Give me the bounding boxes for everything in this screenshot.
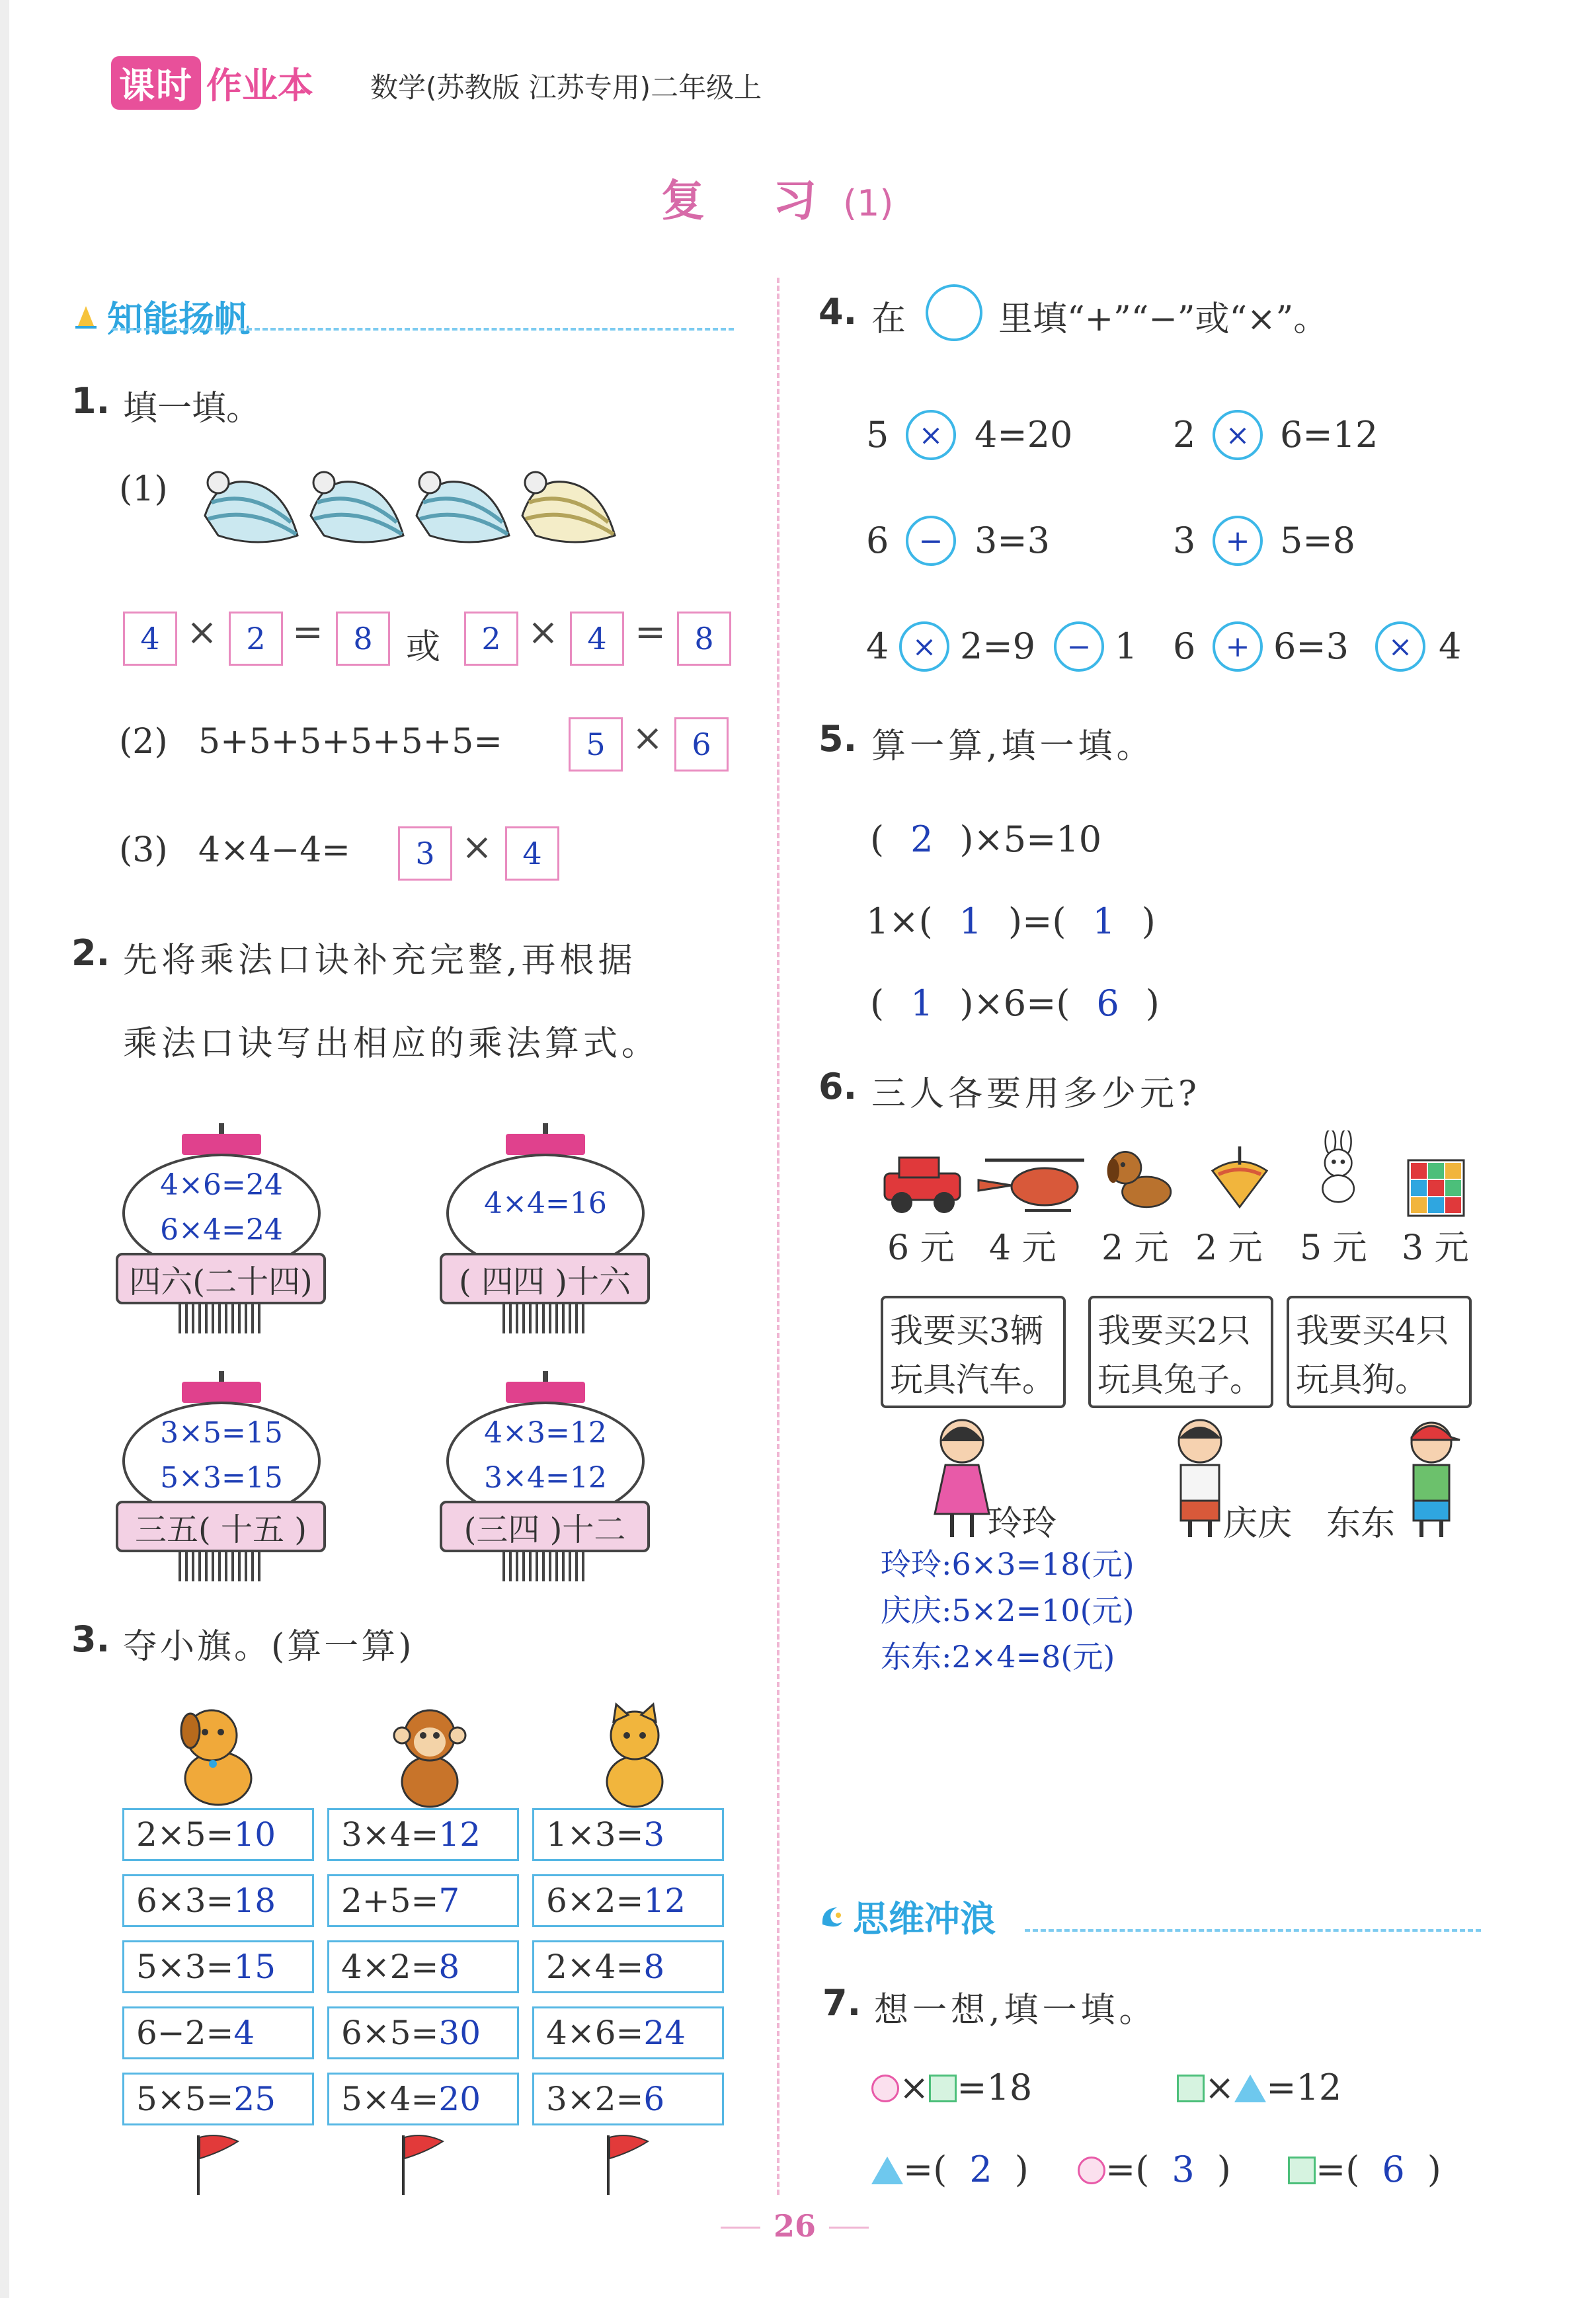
toy-rabbit-icon bbox=[1296, 1130, 1382, 1203]
calc-cell: 1×3= 3 bbox=[532, 1808, 724, 1861]
speech-bubble: 我要买3辆 玩具汽车。 bbox=[881, 1296, 1066, 1408]
fill-answer[interactable]: 6 bbox=[1382, 2149, 1405, 2190]
kid-name: 东东 bbox=[1326, 1504, 1396, 1544]
title-text: 复 习 bbox=[661, 175, 843, 226]
shape-fill: =( 3 ) bbox=[1078, 2149, 1231, 2190]
lantern-tassel bbox=[179, 1304, 264, 1333]
shape-fill: =( 2 ) bbox=[871, 2149, 1029, 2190]
handwritten-answer: 玲玲:6×3=18(元) bbox=[881, 1546, 1135, 1582]
equation-row: 4 bbox=[1439, 625, 1462, 667]
calc-cell: 6×2= 12 bbox=[532, 1874, 724, 1927]
lantern-tassel bbox=[502, 1552, 588, 1581]
equals-sign: = bbox=[635, 611, 666, 654]
operator-circle[interactable]: − bbox=[1054, 621, 1104, 672]
expression: 5+5+5+5+5+5= bbox=[198, 722, 502, 762]
lantern-equation: 4×3=12 bbox=[484, 1416, 607, 1450]
rubiks-cube-icon bbox=[1402, 1150, 1474, 1223]
monkey-icon bbox=[377, 1699, 483, 1811]
square-shape-icon bbox=[1288, 2157, 1316, 2184]
answer-box[interactable]: 8 bbox=[677, 612, 731, 666]
shape-fill: =( 6 ) bbox=[1288, 2149, 1441, 2190]
part-label: (2) bbox=[119, 722, 168, 762]
times-sign: × bbox=[186, 611, 218, 654]
lantern-cap bbox=[506, 1382, 585, 1403]
circle-shape-icon bbox=[871, 2075, 899, 2102]
fill-answer[interactable]: 1 bbox=[959, 900, 982, 942]
equals-sign: = bbox=[292, 611, 323, 654]
spinning-top-icon bbox=[1197, 1140, 1283, 1213]
sail-icon bbox=[73, 303, 99, 330]
answer-box[interactable]: 4 bbox=[570, 612, 624, 666]
cat-icon bbox=[582, 1699, 688, 1811]
operator-circle[interactable]: + bbox=[1213, 621, 1263, 672]
calc-cell: 2×4= 8 bbox=[532, 1940, 724, 1993]
column-divider bbox=[777, 278, 779, 2195]
expression: 4×4−4= bbox=[198, 830, 350, 870]
toy-helicopter-icon bbox=[972, 1147, 1097, 1220]
flag-icon bbox=[602, 2132, 655, 2195]
shape-equation: × =18 bbox=[871, 2067, 1032, 2108]
calc-cell: 5×3= 15 bbox=[122, 1940, 314, 1993]
question-number: 2. bbox=[71, 932, 110, 974]
boy-cap-icon bbox=[1395, 1415, 1468, 1540]
triangle-shape-icon bbox=[871, 2157, 903, 2184]
calc-cell: 6×5= 30 bbox=[327, 2006, 519, 2059]
hat-icon bbox=[522, 472, 615, 542]
section-underline bbox=[1025, 1929, 1481, 1932]
section-title: 思维冲浪 bbox=[853, 1898, 996, 1940]
toy-car-icon bbox=[879, 1147, 965, 1220]
operator-circle[interactable]: × bbox=[899, 621, 949, 672]
times-sign: × bbox=[461, 826, 493, 869]
lantern-tassel bbox=[179, 1552, 264, 1581]
question-prompt: 填一填。 bbox=[123, 389, 261, 428]
or-label: 或 bbox=[406, 627, 441, 667]
equation-row: 6=12 bbox=[1280, 414, 1378, 456]
kid-name: 玲玲 bbox=[988, 1504, 1057, 1544]
section-underline bbox=[112, 328, 734, 331]
circle-shape-icon bbox=[1078, 2157, 1105, 2184]
equation-row: ( 1 )×6=( 6 ) bbox=[870, 982, 1160, 1024]
hat-icon bbox=[205, 472, 298, 542]
calc-cell: 6×3= 18 bbox=[122, 1874, 314, 1927]
fill-answer[interactable]: 2 bbox=[910, 818, 934, 860]
lantern-cap bbox=[182, 1134, 261, 1155]
triangle-shape-icon bbox=[1234, 2075, 1266, 2102]
lantern-equation: 4×4=16 bbox=[484, 1187, 607, 1220]
price-label: 3 元 bbox=[1402, 1228, 1469, 1268]
times-sign: × bbox=[632, 717, 663, 760]
logo-text: 作业本 bbox=[206, 64, 313, 106]
equation-row: 2 bbox=[1173, 414, 1196, 456]
question-prompt: 先将乘法口诀补充完整,再根据 bbox=[123, 941, 637, 980]
answer-box[interactable]: 2 bbox=[229, 612, 283, 666]
calc-cell: 6−2= 4 bbox=[122, 2006, 314, 2059]
section-title: 知能扬帆 bbox=[107, 298, 250, 340]
fill-answer[interactable]: 2 bbox=[969, 2149, 992, 2190]
answer-box[interactable]: 3 bbox=[398, 826, 452, 881]
page-title bbox=[661, 165, 893, 228]
equation-row: 6=3 bbox=[1273, 625, 1349, 667]
lantern-equation: 4×6=24 bbox=[160, 1168, 283, 1202]
question-number: 5. bbox=[818, 718, 858, 760]
equation-row: 2=9 bbox=[960, 625, 1035, 667]
flag-icon bbox=[192, 2132, 245, 2195]
question-prompt: 夺小旗。(算一算) bbox=[123, 1627, 415, 1667]
equation-row: 3=3 bbox=[975, 520, 1050, 561]
question-prompt: 乘法口诀写出相应的乘法算式。 bbox=[123, 1024, 660, 1064]
price-label: 6 元 bbox=[887, 1228, 955, 1268]
hats-illustration bbox=[198, 463, 621, 555]
calc-cell: 4×6= 24 bbox=[532, 2006, 724, 2059]
toy-dog-icon bbox=[1097, 1140, 1183, 1213]
question-number: 3. bbox=[71, 1618, 110, 1660]
lantern-cap bbox=[506, 1134, 585, 1155]
wave-icon bbox=[818, 1903, 845, 1930]
flag-icon bbox=[397, 2132, 450, 2195]
calc-cell: 3×4= 12 bbox=[327, 1808, 519, 1861]
part-label: (3) bbox=[119, 830, 168, 870]
speech-bubble: 我要买4只 玩具狗。 bbox=[1287, 1296, 1472, 1408]
page-number: 26 bbox=[707, 2208, 882, 2244]
price-label: 5 元 bbox=[1300, 1228, 1367, 1268]
equation-row: 1×( 1 )=( 1 ) bbox=[866, 900, 1156, 942]
answer-box[interactable]: 8 bbox=[336, 612, 390, 666]
answer-box[interactable]: 2 bbox=[464, 612, 518, 666]
lantern bbox=[440, 1382, 651, 1587]
hat-icon bbox=[311, 472, 403, 542]
fill-answer[interactable]: 1 bbox=[910, 982, 934, 1024]
handwritten-answer: 庆庆:5×2=10(元) bbox=[881, 1593, 1135, 1628]
part-label: (1) bbox=[119, 469, 168, 509]
answer-box[interactable]: 4 bbox=[123, 612, 177, 666]
calc-cell: 3×2= 6 bbox=[532, 2073, 724, 2125]
shape-equation: × =12 bbox=[1177, 2067, 1341, 2108]
equation-row: 5=8 bbox=[1280, 520, 1355, 561]
question-prompt: 算一算,填一填。 bbox=[871, 727, 1155, 766]
lantern-equation: 3×4=12 bbox=[484, 1461, 607, 1495]
lantern-equation: 5×3=15 bbox=[160, 1461, 283, 1495]
lantern-rhyme: ( 四四 )十六 bbox=[440, 1253, 650, 1304]
question-prompt: 里填“+”“−”或“×”。 bbox=[998, 299, 1328, 339]
square-shape-icon bbox=[929, 2075, 957, 2102]
calc-cell: 2+5= 7 bbox=[327, 1874, 519, 1927]
lantern bbox=[116, 1134, 327, 1339]
equation-row: 4=20 bbox=[975, 414, 1073, 456]
equation-row: 6 bbox=[1173, 625, 1196, 667]
speech-bubble: 我要买2只 玩具兔子。 bbox=[1088, 1296, 1273, 1408]
title-number: (1) bbox=[842, 182, 894, 224]
price-label: 2 元 bbox=[1101, 1228, 1169, 1268]
answer-box[interactable]: 6 bbox=[674, 717, 729, 772]
question-prompt: 在 bbox=[871, 299, 906, 339]
question-number: 6. bbox=[818, 1066, 858, 1107]
logo-badge: 课时 bbox=[111, 56, 201, 110]
lantern bbox=[440, 1134, 651, 1339]
subject-label: 数学(苏教版 江苏专用)二年级上 bbox=[370, 71, 762, 104]
operator-circle[interactable]: × bbox=[1213, 410, 1263, 460]
lantern-cap bbox=[182, 1382, 261, 1403]
lantern-rhyme: 三五( 十五 ) bbox=[116, 1501, 326, 1552]
operator-circle[interactable]: × bbox=[906, 410, 956, 460]
blank-circle bbox=[926, 284, 982, 341]
section-header-right bbox=[818, 1891, 996, 1942]
square-shape-icon bbox=[1177, 2075, 1205, 2102]
lantern bbox=[116, 1382, 327, 1587]
calc-cell: 2×5= 10 bbox=[122, 1808, 314, 1861]
question-number: 7. bbox=[822, 1982, 861, 2024]
lantern-rhyme: (三四 )十二 bbox=[440, 1501, 650, 1552]
question-number: 4. bbox=[818, 291, 858, 333]
dog-icon bbox=[165, 1699, 271, 1811]
operator-circle[interactable]: + bbox=[1213, 516, 1263, 566]
equation-row: 6 bbox=[866, 520, 889, 561]
price-label: 4 元 bbox=[989, 1228, 1057, 1268]
calc-cell: 4×2= 8 bbox=[327, 1940, 519, 1993]
lantern-rhyme: 四六(二十四) bbox=[116, 1253, 326, 1304]
kid-name: 庆庆 bbox=[1223, 1504, 1293, 1544]
calc-cell: 5×5= 25 bbox=[122, 2073, 314, 2125]
fill-answer[interactable]: 1 bbox=[1092, 900, 1115, 942]
equation-row: ( 2 )×5=10 bbox=[870, 818, 1102, 860]
answer-box[interactable]: 5 bbox=[569, 717, 623, 772]
lantern-equation: 6×4=24 bbox=[160, 1213, 283, 1247]
answer-box[interactable]: 4 bbox=[505, 826, 559, 881]
operator-circle[interactable]: − bbox=[906, 516, 956, 566]
equation-row: 4 bbox=[866, 625, 889, 667]
question-number: 1. bbox=[71, 380, 110, 422]
handwritten-answer: 东东:2×4=8(元) bbox=[881, 1639, 1115, 1675]
lantern-equation: 3×5=15 bbox=[160, 1416, 283, 1450]
section-header-left bbox=[73, 291, 250, 342]
times-sign: × bbox=[528, 611, 559, 654]
equation-row: 3 bbox=[1173, 520, 1196, 561]
question-prompt: 想一想,填一填。 bbox=[874, 1991, 1158, 2030]
calc-cell: 5×4= 20 bbox=[327, 2073, 519, 2125]
logo bbox=[111, 59, 313, 106]
equation-row: 1 bbox=[1115, 625, 1138, 667]
lantern-tassel bbox=[502, 1304, 588, 1333]
hat-icon bbox=[417, 472, 509, 542]
fill-answer[interactable]: 3 bbox=[1172, 2149, 1195, 2190]
question-prompt: 三人各要用多少元? bbox=[871, 1074, 1201, 1114]
equation-row: 5 bbox=[866, 414, 889, 456]
operator-circle[interactable]: × bbox=[1375, 621, 1425, 672]
price-label: 2 元 bbox=[1195, 1228, 1263, 1268]
fill-answer[interactable]: 6 bbox=[1096, 982, 1119, 1024]
